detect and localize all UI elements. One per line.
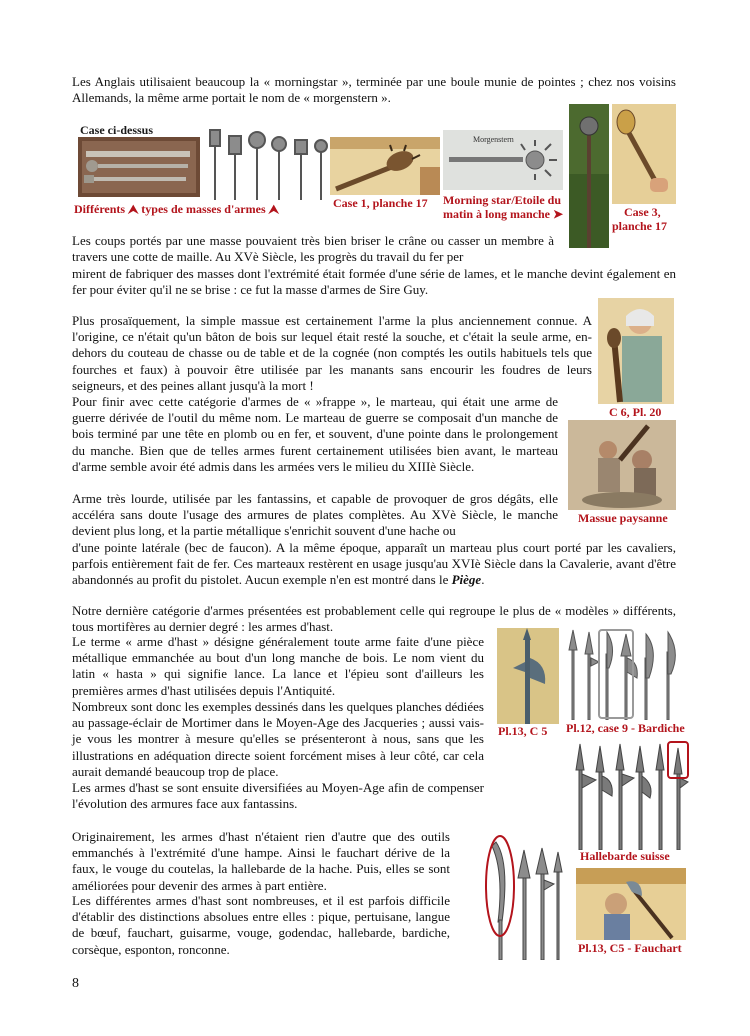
fauchart-collection-image	[480, 832, 566, 960]
paragraph-marteau: Pour finir avec cette catégorie d'armes de « »frappe », le marteau, qui était une arme de guerre dérivée de l'outil du même nom. Le marteau de guerre se composait d'un manche de bois terminé par une tête en plomb ou en fer, et souvent, d'une pointe dans le prolongement du manche. Bien que de telles armes furent certainement utilisées bien avant, le marteau d'arme semble avoir été admis dans les armées vers le milieu du XIIIè Siècle.	[72, 394, 558, 474]
paragraph-coups-masse-a: Les coups portés par une masse pouvaient très bien briser le crâne ou casser un membre à travers une cotte de maille. Au XVè Siècle, les progrès du travail du fer per	[72, 233, 554, 265]
mace-types-image	[205, 122, 329, 202]
maces-display-case-image	[78, 137, 200, 197]
paragraph-coups-masse-b: mirent de fabriquer des masses dont l'extrémité était formée d'une série de lames, et le manche devint également en fer pour éviter qu'il ne se brise : ce fut la masse d'armes de Sire Guy.	[72, 266, 676, 298]
case3-planche17-image	[612, 104, 676, 204]
caption-masses: Différents ⮝ types de masses d'armes ⮝	[74, 202, 279, 216]
massue-paysanne-image	[568, 420, 676, 510]
c6-pl20-peasant-image	[598, 298, 674, 404]
paragraph-nombreux: Nombreux sont donc les exemples dessinés dans les quelques planches dédiées au passage-éclair de Mortimer dans le Moyen-Age des Jacqueries ; aussi vais-je vous les montrer à mesure qu'elles se présenteront à nous, sans que les illustrations en adéquation directe soient forcément mises à leur côté, car cela aurait demandé beaucoup trop de place.	[72, 699, 484, 779]
caption-morning-star-2: matin à long manche ➤	[443, 207, 564, 221]
pl13-c5-polearm-image	[497, 628, 559, 724]
paragraph-armes-hast-intro: Notre dernière catégorie d'armes présentées est probablement celle qui regroupe le plus de « modèles » différents, tous mortifères au dernier degré : les armes d'hast.	[72, 603, 676, 635]
morgenstern-label: Morgenstern	[473, 135, 514, 144]
caption-case3-1: Case 3,	[624, 205, 661, 219]
case1-planche17-image	[330, 137, 440, 195]
caption-case-ci-dessus: Case ci-dessus	[80, 123, 154, 137]
caption-c6: C 6, Pl. 20	[609, 405, 662, 419]
morningstar-garden-photo	[569, 104, 609, 248]
paragraph-diversifiees: Les armes d'hast se sont ensuite diversifiées au Moyen-Age afin de compenser l'évolution des armures face aux fantassins.	[72, 780, 484, 812]
caption-pl13c5: Pl.13, C 5	[498, 724, 548, 738]
caption-massue: Massue paysanne	[578, 511, 668, 525]
caption-pl12: Pl.12, case 9 - Bardiche	[566, 721, 685, 735]
hallebarde-suisse-image	[568, 740, 690, 850]
paragraph-arme-lourde-b: d'une pointe latérale (bec de faucon). A la même époque, apparaît un marteau plus court porté par les cavaliers, parfois entièrement fait de fer. Ces marteaux restèrent en usage jusqu'au XVIè Siècle dans la Cavalerie, avant d'être abandonnés au profit du pistolet. Aucun exemple n'en est montré dans le Piège.	[72, 540, 676, 588]
caption-fauchart: Pl.13, C5 - Fauchart	[578, 941, 682, 955]
piege-title: Piège	[451, 572, 482, 588]
pl12-bardiche-collection-image	[563, 628, 690, 720]
paragraph-differentes: Les différentes armes d'hast sont nombreuses, et il est parfois difficile d'établir des distinctions absolues entre elles : pique, pertuisane, langue de bœuf, fauchart, guisarme, vouge, godendac, hallebarde, bardiche, corsèque, esponton, ronconne.	[72, 893, 450, 957]
morgenstern-drawing-image	[443, 130, 563, 190]
pl13-c5-fauchart-image	[576, 868, 686, 940]
paragraph-terme-hast: Le terme « arme d'hast » désigne généralement toute arme faite d'une pièce métallique emmanchée au bout d'un long manche de bois. Le nom vient du latin « hasta » qui signifie lance. La lance et l'épieu sont d'ailleurs les premières armes d'hast utilisées depuis l'Antiquité.	[72, 634, 484, 698]
paragraph-massue: Plus prosaïquement, la simple massue est certainement l'arme la plus anciennement connue. A l'origine, ce n'était qu'un bâton de bois sur lequel était resté la souche, et c'était la seule arme, en-dehors du couteau de chasse ou de table et de la cognée (non comptés les outils habituels tels que fourches et faux) à pouvoir être utilisée par les manants sans encourir les foudres de leurs seigneurs, et des peines allant jusqu'à la mort !	[72, 313, 592, 393]
paragraph-morningstar: Les Anglais utilisaient beaucoup la « morningstar », terminée par une boule munie de pointes ; chez nos voisins Allemands, la même arme portait le nom de « morgenstern ».	[72, 74, 676, 106]
caption-case1: Case 1, planche 17	[333, 196, 428, 210]
caption-hallebarde: Hallebarde suisse	[580, 849, 670, 863]
paragraph-arme-lourde-a: Arme très lourde, utilisée par les fantassins, et capable de provoquer de gros dégâts, elle accéléra sans doute l'usage des armures de plates complètes. Au XVè Siècle, le manche devient plus long, et la partie métallique s'enrichit souvent d'une hache ou	[72, 491, 558, 539]
caption-morning-star-1: Morning star/Etoile du	[443, 193, 562, 207]
paragraph-originairement: Originairement, les armes d'hast n'étaient rien d'autre que des outils emmanchés à l'extrémité d'une hampe. Ainsi le fauchart dérive de la faux, le vouge du coutelas, la hallebarde de la hache. Puis, elles se sont améliorées pour devenir des armes à part entière.	[72, 829, 450, 893]
page-number: 8	[72, 976, 79, 991]
caption-case3-2: planche 17	[612, 219, 668, 233]
